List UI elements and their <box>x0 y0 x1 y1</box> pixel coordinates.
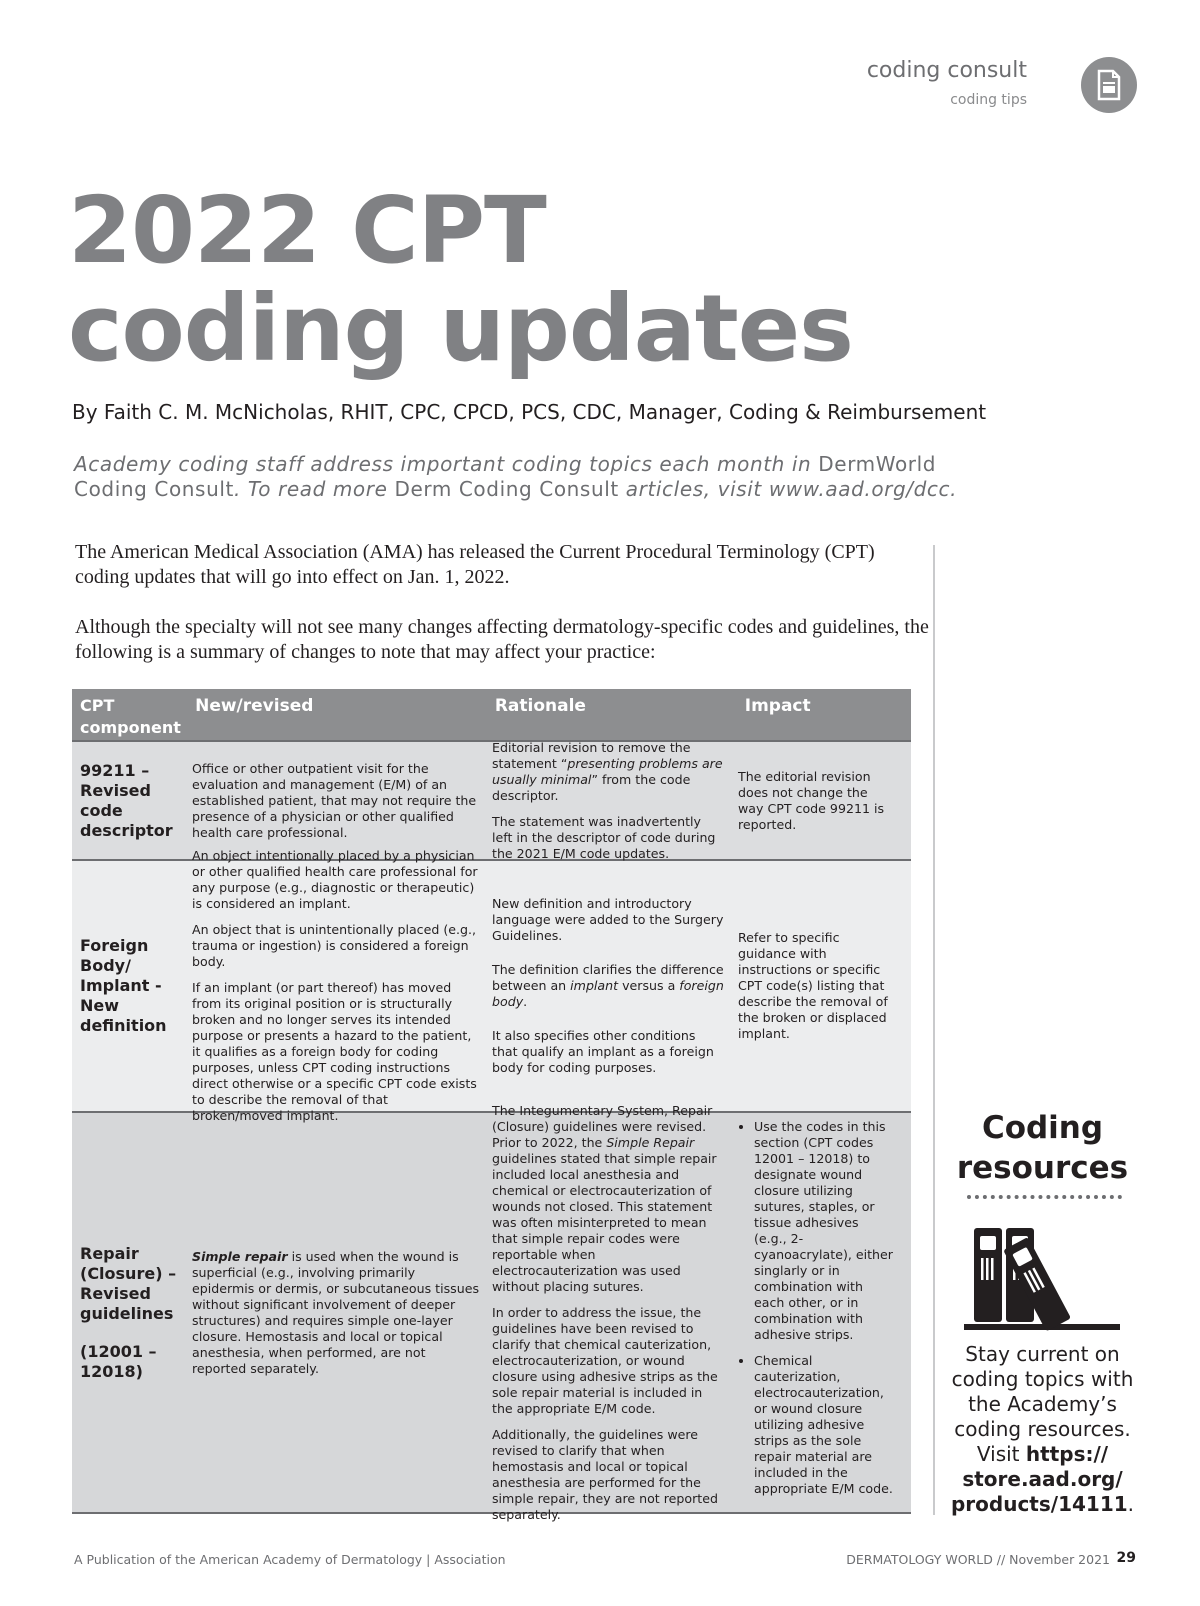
cell-impact <box>738 1113 903 1512</box>
defined-term: Simple repair <box>192 1248 288 1264</box>
italic-term: implant <box>570 978 619 993</box>
cell-paragraph: An object that is unintentionally placed (e.g., trauma or ingestion) is considered a foreign body. <box>192 922 477 969</box>
cell-paragraph: The statement was inadvertently left in the descriptor of code during the 2021 E/M code updates. <box>492 813 716 861</box>
cell-paragraph: It also specifies other conditions that qualify an implant as a foreign body for coding purposes. <box>492 1028 714 1075</box>
cell-impact <box>738 742 903 859</box>
quoted-text: presenting problems are usually minimal <box>492 755 723 787</box>
cell-component <box>72 742 192 859</box>
intro-part: Academy coding staff address important coding topics each month in <box>74 452 819 476</box>
cell-text: guidelines stated that simple repair included local anesthesia and chemical or electrocauterization of wounds not closed. This statement was often misinterpreted to mean that simple repair codes were reportable when electrocauterization was used without placing sutures. <box>492 1150 717 1294</box>
section-subtitle: coding tips <box>950 92 1027 108</box>
cell-new-revised <box>192 742 492 859</box>
italic-term: foreign body <box>492 978 724 1009</box>
impact-list <box>738 1119 895 1507</box>
table-row <box>72 739 911 861</box>
section-title: coding consult <box>866 58 1027 83</box>
publication-name: DermWorld Coding Consult <box>74 452 937 501</box>
cell-paragraph: New definition and introductory language were added to the Surgery Guidelines. <box>492 896 724 943</box>
table-header <box>72 689 911 742</box>
list-item: • Use the codes in this section (CPT codes 12001 – 12018) to designate wound closure utilizing sutures, staples, or tissue adhesives (e.g., 2-cyanoacrylate), either singlarly or in combination with each other, or in combination with adhesive strips. <box>754 1119 895 1343</box>
title-line-2: coding updates <box>68 275 853 382</box>
column-divider <box>933 545 935 1515</box>
component-codes: (12001 – 12018) <box>80 1341 157 1381</box>
table-row <box>72 1102 911 1522</box>
cell-paragraph: In order to address the issue, the guidelines have been revised to clarify that chemical cauterization, electrocauterization, or wound closure using adhesive strips as the sole repair material is included in the appropriate E/M code. <box>492 1304 718 1416</box>
sidebar-copy: Stay current on coding topics with the Academy’s coding resources. Visit <box>951 1342 1134 1466</box>
cell-text: ” from the code descriptor. <box>492 771 691 803</box>
intro-part: . To read more <box>233 477 395 501</box>
article-title <box>68 177 853 382</box>
footer-publication: A Publication of the American Academy of Dermatology | Association <box>74 1552 506 1567</box>
cell-paragraph <box>492 740 724 804</box>
cell-new-revised <box>192 848 492 1123</box>
byline: By Faith C. M. McNicholas, RHIT, CPC, CPCD, PCS, CDC, Manager, Coding & Reimbursement <box>72 400 987 424</box>
footer-issue: DERMATOLOGY WORLD // November 2021 <box>846 1552 1110 1567</box>
cell-text: versus a <box>618 978 680 993</box>
cell-text: The definition clarifies the difference between an <box>492 962 724 993</box>
cell-paragraph: An object intentionally placed by a physician or other qualified health care professional for any purpose (e.g., diagnostic or therapeutic) is considered an implant. <box>192 848 478 911</box>
header-rationale: Rationale <box>494 696 586 716</box>
cell-text: The Integumentary System, Repair (Closure) guidelines were revised. Prior to 2022, the <box>492 1102 713 1150</box>
sidebar-text <box>945 1342 1140 1517</box>
page-number: 29 <box>1116 1550 1136 1566</box>
table-row <box>72 848 911 1123</box>
cell-paragraph <box>192 1249 480 1377</box>
cpt-updates-table <box>72 689 911 1522</box>
cell-component <box>72 861 192 1111</box>
cell-text: The editorial revision does not change the way CPT code 99211 is reported. <box>738 768 885 832</box>
cell-text: Refer to specific guidance with instructions or specific CPT code(s) listing that describe the removal of the broken or displaced implant. <box>738 930 888 1041</box>
header-impact: Impact <box>744 696 811 716</box>
component-label: 99211 – Revised code descriptor <box>80 760 173 840</box>
cell-paragraph <box>492 1103 724 1295</box>
cell-rationale <box>492 861 738 1111</box>
title-line-1: 2022 CPT <box>68 177 546 284</box>
cell-paragraph: Additionally, the guidelines were revised to clarify that when hemostasis and local or topical anesthesia are performed for the simple repair, they are not reported separately. <box>492 1426 718 1522</box>
sidebar-title: Coding resources <box>956 1110 1129 1186</box>
header-cpt-component: CPT component <box>80 696 181 737</box>
cell-text: is used when the wound is superficial (e.g., involving primarily epidermis or dermis, or subcutaneous tissues without significant involvement of deeper structures) and requires simple one-layer closure. Hemostasis and local or topical anesthesia, when performed, are not reported separately. <box>192 1248 480 1376</box>
body-paragraph: Although the specialty will not see many changes affecting dermatology-specific codes and guidelines, the following is a summary of changes to note that may affect your practice: <box>75 616 929 663</box>
publication-name: Derm Coding Consult <box>394 477 619 501</box>
component-label: Repair (Closure) – Revised guidelines <box>80 1243 177 1323</box>
books-icon <box>962 1222 1122 1336</box>
intro-text <box>74 452 1004 502</box>
component-label: Foreign Body/ Implant - New definition <box>80 936 167 1035</box>
intro-part: articles, visit www.aad.org/dcc. <box>618 477 958 501</box>
cell-paragraph: If an implant (or part thereof) has moved from its original position or is structurally broken and no longer serves its intended purpose or presents a hazard to the patient, it qualifies as a foreign body for coding purposes, unless CPT coding instructions direct otherwise or a specific CPT code exists to describe the removal of that broken/moved implant. <box>192 980 477 1123</box>
cell-impact <box>738 861 903 1111</box>
cell-rationale <box>492 739 738 861</box>
cell-paragraph <box>492 962 724 1010</box>
sidebar-copy-end: . <box>1127 1492 1135 1516</box>
cell-text: . <box>523 994 528 1009</box>
cell-new-revised <box>192 1113 492 1512</box>
italic-term: Simple Repair <box>606 1134 695 1150</box>
store-link[interactable]: https:// store.aad.org/ products/14111 <box>950 1442 1128 1516</box>
cell-text: Office or other outpatient visit for the evaluation and management (E/M) of an established patient, that may not require the presence of a physician or other qualified health care professional. <box>192 760 477 840</box>
list-item: • Chemical cauterization, electrocauterization, or wound closure utilizing adhesive strips as the sole repair material are included in the appropriate E/M code. <box>754 1353 895 1497</box>
cell-rationale <box>492 1102 738 1522</box>
cell-component <box>72 1113 192 1512</box>
cell-text: Editorial revision to remove the statement “ <box>492 739 691 771</box>
dotted-divider <box>967 1195 1122 1199</box>
document-icon <box>1081 57 1137 113</box>
body-paragraph: The American Medical Association (AMA) has released the Current Procedural Terminology (CPT) coding updates that will go into effect on Jan. 1, 2022. <box>75 541 875 588</box>
header-new-revised: New/revised <box>195 696 314 716</box>
